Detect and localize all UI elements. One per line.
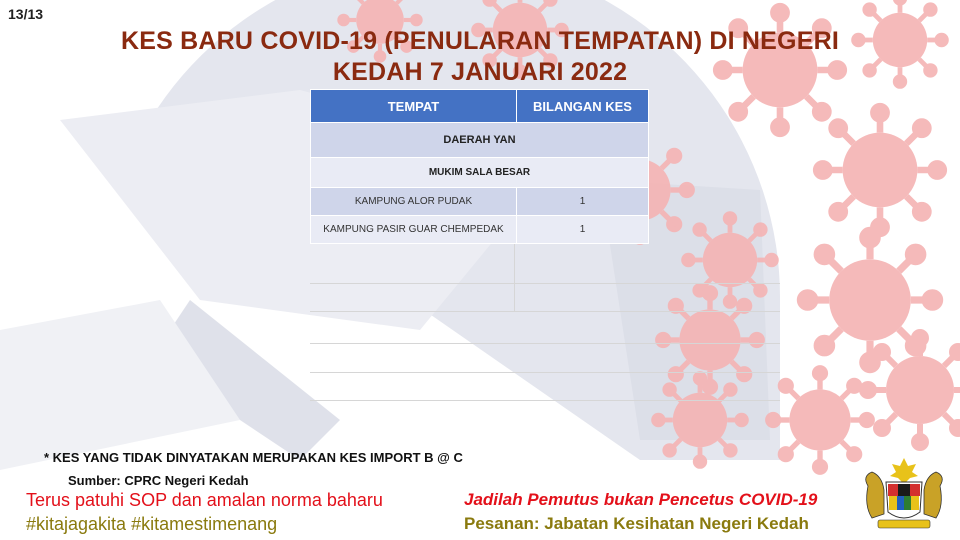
- sop-reminder: Terus patuhi SOP dan amalan norma baharu: [26, 490, 383, 510]
- cases-cell: 1: [517, 188, 649, 216]
- source-text: Sumber: CPRC Negeri Kedah: [68, 473, 249, 488]
- page-number: 13/13: [8, 6, 44, 22]
- message-credit: Pesanan: Jabatan Kesihatan Negeri Kedah: [464, 514, 809, 533]
- coat-of-arms-icon: [856, 456, 952, 532]
- cases-cell: 1: [517, 216, 649, 244]
- ghost-gridline: [310, 343, 780, 344]
- slogan: Jadilah Pemutus bukan Pencetus COVID-19: [464, 490, 818, 509]
- district-name: DAERAH YAN: [311, 123, 649, 158]
- cases-table: [310, 89, 649, 244]
- ghost-gridline: [310, 400, 780, 401]
- mukim-row: [311, 158, 649, 188]
- title-line-2: KEDAH 7 JANUARI 2022: [332, 58, 628, 86]
- header-cases: BILANGAN KES: [517, 90, 649, 123]
- page-title: [90, 26, 870, 88]
- title-line-1: KES BARU COVID-19 (PENULARAN TEMPATAN) DI NEGERI: [121, 27, 839, 55]
- ghost-gridline: [310, 311, 780, 312]
- ghost-gridline: [514, 243, 515, 311]
- table-header-row: [311, 90, 649, 123]
- district-row: [311, 123, 649, 158]
- table-row: [311, 188, 649, 216]
- ghost-gridline: [310, 283, 780, 284]
- ghost-gridline: [310, 372, 780, 373]
- import-note: * KES YANG TIDAK DINYATAKAN MERUPAKAN KES IMPORT B @ C: [44, 450, 463, 465]
- table-row: [311, 216, 649, 244]
- hashtags: #kitajagakita #kitamestimenang: [26, 514, 278, 534]
- place-cell: KAMPUNG ALOR PUDAK: [311, 188, 517, 216]
- header-place: TEMPAT: [311, 90, 517, 123]
- place-cell: KAMPUNG PASIR GUAR CHEMPEDAK: [311, 216, 517, 244]
- mukim-name: MUKIM SALA BESAR: [311, 158, 649, 188]
